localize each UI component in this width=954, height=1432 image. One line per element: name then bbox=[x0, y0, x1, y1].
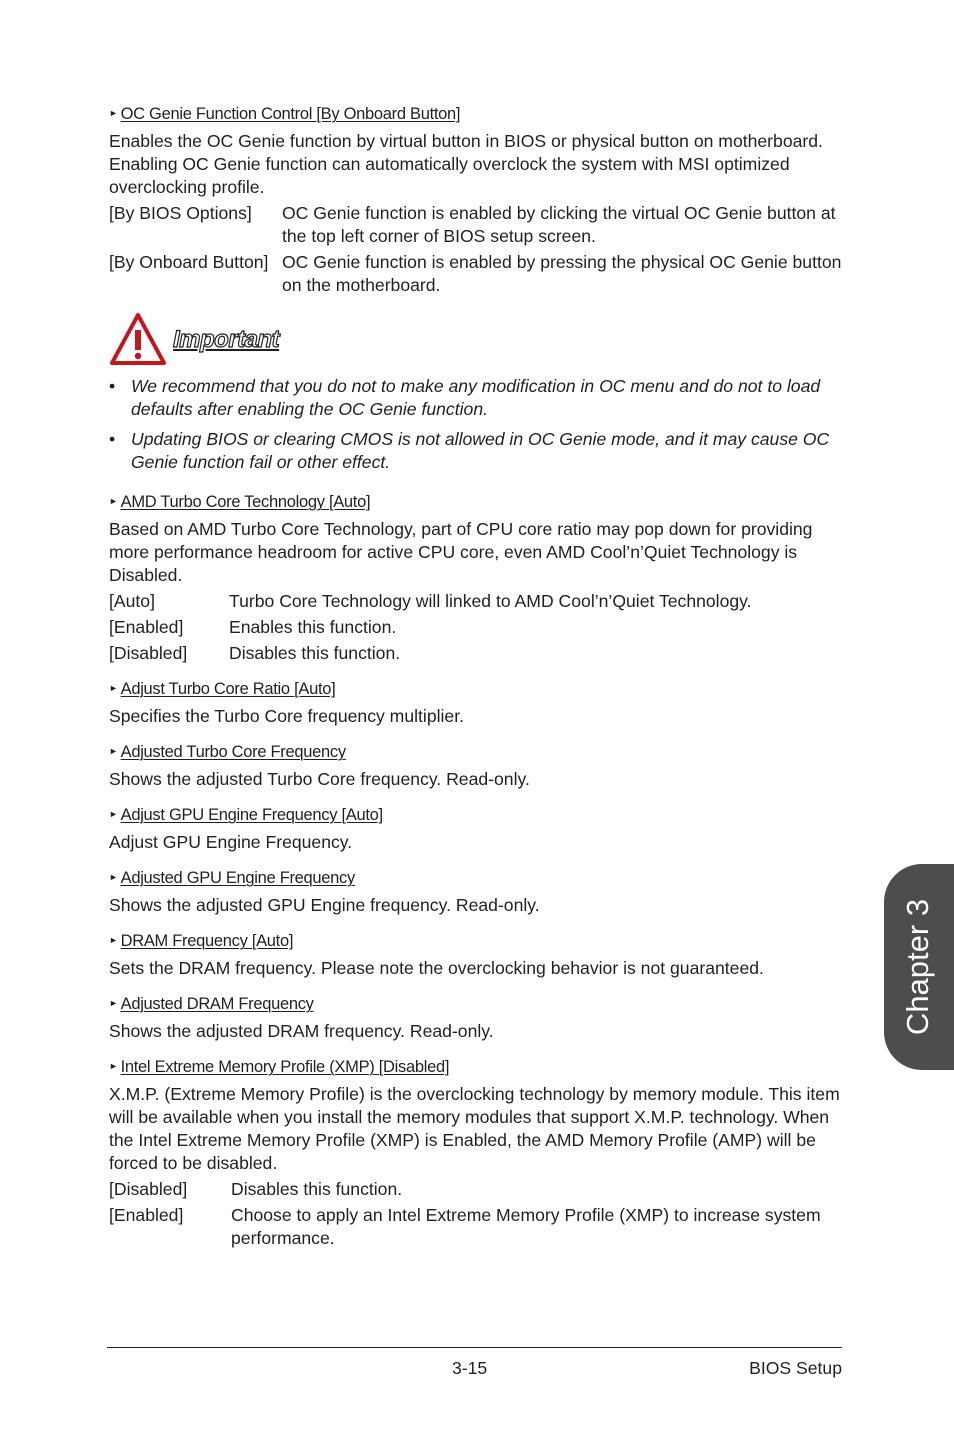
section-gpu-adjust bbox=[109, 805, 844, 854]
option-row bbox=[109, 202, 844, 248]
section-amd-turbo bbox=[109, 492, 844, 665]
footer-divider bbox=[107, 1347, 842, 1348]
option-value: Enables this function. bbox=[229, 617, 397, 637]
section-heading bbox=[109, 1057, 844, 1077]
triangle-right-icon: ► bbox=[109, 683, 118, 693]
option-value: Disables this function. bbox=[229, 643, 401, 663]
triangle-right-icon: ► bbox=[109, 746, 118, 756]
triangle-right-icon: ► bbox=[109, 809, 118, 819]
bullet-dot: • bbox=[109, 376, 116, 396]
section-heading bbox=[109, 994, 844, 1014]
section-heading bbox=[109, 805, 844, 825]
section-description: Enables the OC Genie function by virtual button in BIOS or physical button on motherboard. Enabling OC Genie function can automatically overclock the system with MSI optimized overclocking profile. bbox=[109, 131, 823, 197]
option-key: [Auto] bbox=[109, 591, 155, 611]
option-key: [By Onboard Button] bbox=[109, 252, 269, 272]
section-gpu-frequency bbox=[109, 868, 844, 917]
option-row bbox=[109, 251, 844, 297]
option-value: OC Genie function is enabled by clicking the virtual OC Genie button at the top left corner of BIOS setup screen. bbox=[282, 203, 836, 246]
bullet-text: We recommend that you do not to make any modification in OC menu and do not to load defaults after enabling the OC Genie function. bbox=[131, 376, 821, 419]
section-description: Sets the DRAM frequency. Please note the overclocking behavior is not guaranteed. bbox=[109, 958, 764, 978]
chapter-tab bbox=[884, 864, 954, 1070]
option-key: [Enabled] bbox=[109, 617, 184, 637]
option-row bbox=[109, 590, 844, 613]
section-heading bbox=[109, 868, 844, 888]
triangle-right-icon: ► bbox=[109, 108, 118, 118]
section-heading bbox=[109, 492, 844, 512]
section-dram-frequency bbox=[109, 931, 844, 980]
option-value: Turbo Core Technology will linked to AMD Cool’n’Quiet Technology. bbox=[229, 591, 752, 611]
footer-title: BIOS Setup bbox=[749, 1358, 842, 1378]
heading-text: Adjust GPU Engine Frequency [Auto] bbox=[120, 806, 383, 824]
page-number: 3-15 bbox=[452, 1358, 488, 1378]
option-row bbox=[109, 1204, 844, 1250]
section-description: Shows the adjusted DRAM frequency. Read-only. bbox=[109, 1021, 494, 1041]
heading-text: Adjusted DRAM Frequency bbox=[120, 995, 314, 1013]
section-heading bbox=[109, 931, 844, 951]
section-description: Shows the adjusted GPU Engine frequency. Read-only. bbox=[109, 895, 540, 915]
triangle-right-icon: ► bbox=[109, 496, 118, 506]
heading-text: Intel Extreme Memory Profile (XMP) [Disabled] bbox=[120, 1058, 450, 1076]
section-xmp bbox=[109, 1057, 844, 1250]
triangle-right-icon: ► bbox=[109, 935, 118, 945]
page-content bbox=[109, 104, 844, 1264]
important-notice bbox=[109, 311, 844, 367]
option-value: Choose to apply an Intel Extreme Memory Profile (XMP) to increase system performance. bbox=[231, 1205, 821, 1248]
section-turbo-ratio bbox=[109, 679, 844, 728]
bullet-item bbox=[109, 428, 844, 474]
option-row bbox=[109, 642, 844, 665]
bullet-dot: • bbox=[109, 429, 116, 449]
section-dram-adjusted bbox=[109, 994, 844, 1043]
section-heading bbox=[109, 742, 844, 762]
option-row bbox=[109, 1178, 844, 1201]
option-key: [Disabled] bbox=[109, 643, 188, 663]
triangle-right-icon: ► bbox=[109, 1061, 118, 1071]
triangle-right-icon: ► bbox=[109, 998, 118, 1008]
option-row bbox=[109, 616, 844, 639]
section-description: X.M.P. (Extreme Memory Profile) is the overclocking technology by memory module. This item will be available when you install the memory modules that support X.M.P. technology. When the Intel Extreme Memory Profile (XMP) is Enabled, the AMD Memory Profile (AMP) will be forced to be disabled. bbox=[109, 1084, 840, 1173]
heading-text: Adjusted GPU Engine Frequency bbox=[120, 869, 355, 887]
bullet-item bbox=[109, 375, 844, 421]
section-heading bbox=[109, 679, 844, 699]
option-key: [By BIOS Options] bbox=[109, 203, 252, 223]
section-description: Shows the adjusted Turbo Core frequency. Read-only. bbox=[109, 769, 530, 789]
heading-text: Adjusted Turbo Core Frequency bbox=[120, 743, 346, 761]
heading-text: DRAM Frequency [Auto] bbox=[120, 932, 294, 950]
option-key: [Enabled] bbox=[109, 1205, 184, 1225]
section-turbo-frequency bbox=[109, 742, 844, 791]
section-description: Specifies the Turbo Core frequency multiplier. bbox=[109, 706, 464, 726]
warning-triangle-icon bbox=[109, 312, 167, 366]
section-description: Adjust GPU Engine Frequency. bbox=[109, 832, 353, 852]
section-description: Based on AMD Turbo Core Technology, part of CPU core ratio may pop down for providing more performance headroom for active CPU core, even AMD Cool’n’Quiet Technology is Disabled. bbox=[109, 519, 813, 585]
important-label: Important bbox=[173, 326, 280, 353]
heading-text: OC Genie Function Control [By Onboard Button] bbox=[120, 105, 461, 123]
heading-text: Adjust Turbo Core Ratio [Auto] bbox=[120, 680, 336, 698]
option-value: Disables this function. bbox=[231, 1179, 403, 1199]
section-oc-genie bbox=[109, 104, 844, 297]
triangle-right-icon: ► bbox=[109, 872, 118, 882]
bullet-text: Updating BIOS or clearing CMOS is not allowed in OC Genie mode, and it may cause OC Genie function fail or other effect. bbox=[131, 429, 830, 472]
heading-text: AMD Turbo Core Technology [Auto] bbox=[120, 493, 371, 511]
chapter-tab-label: Chapter 3 bbox=[900, 898, 935, 1036]
option-value: OC Genie function is enabled by pressing the physical OC Genie button on the motherboard. bbox=[282, 252, 842, 295]
section-heading bbox=[109, 104, 844, 124]
option-key: [Disabled] bbox=[109, 1179, 188, 1199]
